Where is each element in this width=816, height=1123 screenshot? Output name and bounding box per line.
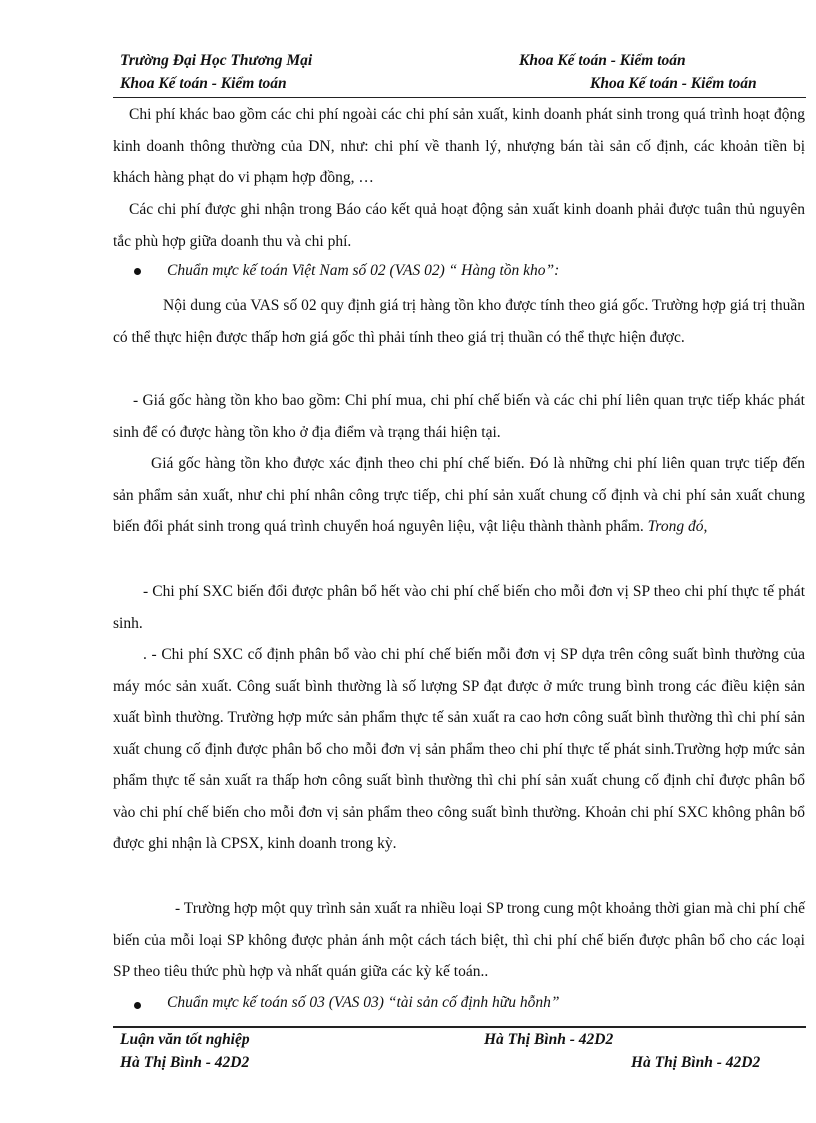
paragraph-variable-overhead: - Chi phí SXC biến đổi được phân bổ hết vào chi phí chế biến cho mỗi đơn vị SP theo chi phí thực tế phát sinh. — [113, 583, 805, 632]
paragraph-cost-recognition: Các chi phí được ghi nhận trong Báo cáo kết quả hoạt động sản xuất kinh doanh phải được tuân thủ nguyên tắc phù hợp giữa doanh thu và chi phí. — [113, 201, 805, 250]
heading-vas-02: Chuẩn mực kế toán Việt Nam số 02 (VAS 02) “ Hàng tồn kho”: — [167, 262, 560, 279]
paragraph-original-cost: - Giá gốc hàng tồn kho bao gồm: Chi phí mua, chi phí chế biến và các chi phí liên quan trực tiếp khác phát sinh để có được hàng tồn kho ở địa điểm và trạng thái hiện tại. — [113, 392, 805, 441]
bullet-dot — [134, 268, 141, 275]
heading-vas-03: Chuẩn mực kế toán số 03 (VAS 03) “tài sản cố định hữu hỗnh” — [167, 994, 560, 1011]
paragraph-vas02-content: Nội dung của VAS số 02 quy định giá trị hàng tồn kho được tính theo giá gốc. Trường hợp giá trị thuần có thể thực hiện được thấp hơn giá gốc thì phải tính theo giá trị thuần có thể thực hiện được. — [113, 297, 805, 346]
footer-thesis-label: Luận văn tốt nghiệp — [120, 1031, 250, 1048]
header-department-repeat-right: Khoa Kế toán - Kiểm toán — [590, 75, 757, 92]
bullet-dot — [134, 1002, 141, 1009]
footer-author: Hà Thị Bình - 42D2 — [484, 1031, 614, 1048]
header-department-repeat: Khoa Kế toán - Kiểm toán — [120, 75, 287, 92]
header-divider — [113, 97, 806, 98]
paragraph-processing-cost — [113, 448, 805, 543]
header-school-name: Trường Đại Học Thương Mại — [120, 52, 313, 69]
paragraph-fixed-overhead — [113, 639, 805, 860]
stray-dot: . — [143, 646, 147, 663]
footer-author-repeat-right: Hà Thị Bình - 42D2 — [631, 1054, 761, 1071]
footer-divider — [113, 1026, 806, 1028]
processing-cost-text: Giá gốc hàng tồn kho được xác định theo chi phí chế biến. Đó là những chi phí liên quan trực tiếp đến sản phẩm sản xuất, như chi phí nhân công trực tiếp, chi phí sản xuất chung cố định và chi phí sản xuất chung biến đổi phát sinh trong quá trình chuyển hoá nguyên liệu, vật liệu thành thành phẩm. — [113, 455, 805, 535]
paragraph-joint-products: - Trường hợp một quy trình sản xuất ra nhiều loại SP trong cung một khoảng thời gian mà chi phí chế biến của mỗi loại SP không được phản ánh một cách tách biệt, thì chi phí chế biến được phân bổ cho các loại SP theo tiêu thức phù hợp và nhất quán giữa các kỳ kế toán.. — [113, 900, 805, 980]
paragraph-other-costs: Chi phí khác bao gồm các chi phí ngoài các chi phí sản xuất, kinh doanh phát sinh trong quá trình hoạt động kinh doanh thông thường của DN, như: chi phí về thanh lý, nhượng bán tài sản cố định, các khoản tiền bị khách hàng phạt do vi phạm hợp đồng, … — [113, 106, 805, 186]
header-department: Khoa Kế toán - Kiểm toán — [519, 52, 686, 69]
processing-cost-italic: Trong đó, — [647, 518, 708, 535]
footer-author-repeat: Hà Thị Bình - 42D2 — [120, 1054, 250, 1071]
fixed-overhead-text: - Chi phí SXC cố định phân bổ vào chi phí chế biến mỗi đơn vị SP dựa trên công suất bình thường của máy móc sản xuất. Công suất bình thường là số lượng SP đạt được ở mức trung bình trong các điều kiện sản xuất bình thường. Trường hợp mức sản phẩm thực tế sản xuất ra cao hơn công suất bình thường thì chi phí sản xuất chung cố định được phân bổ cho mỗi đơn vị sản phẩm theo chi phí thực tế phát sinh.Trường hợp mức sản phẩm thực tế sản xuất ra thấp hơn công suất bình thường thì chi phí sản xuất chung cố định chỉ được phân bổ vào chi phí chế biến cho mỗi đơn vị sản phẩm theo công suất bình thường. Khoản chi phí SXC không phân bổ được ghi nhận là CPSX, kinh doanh trong kỳ. — [113, 646, 806, 852]
